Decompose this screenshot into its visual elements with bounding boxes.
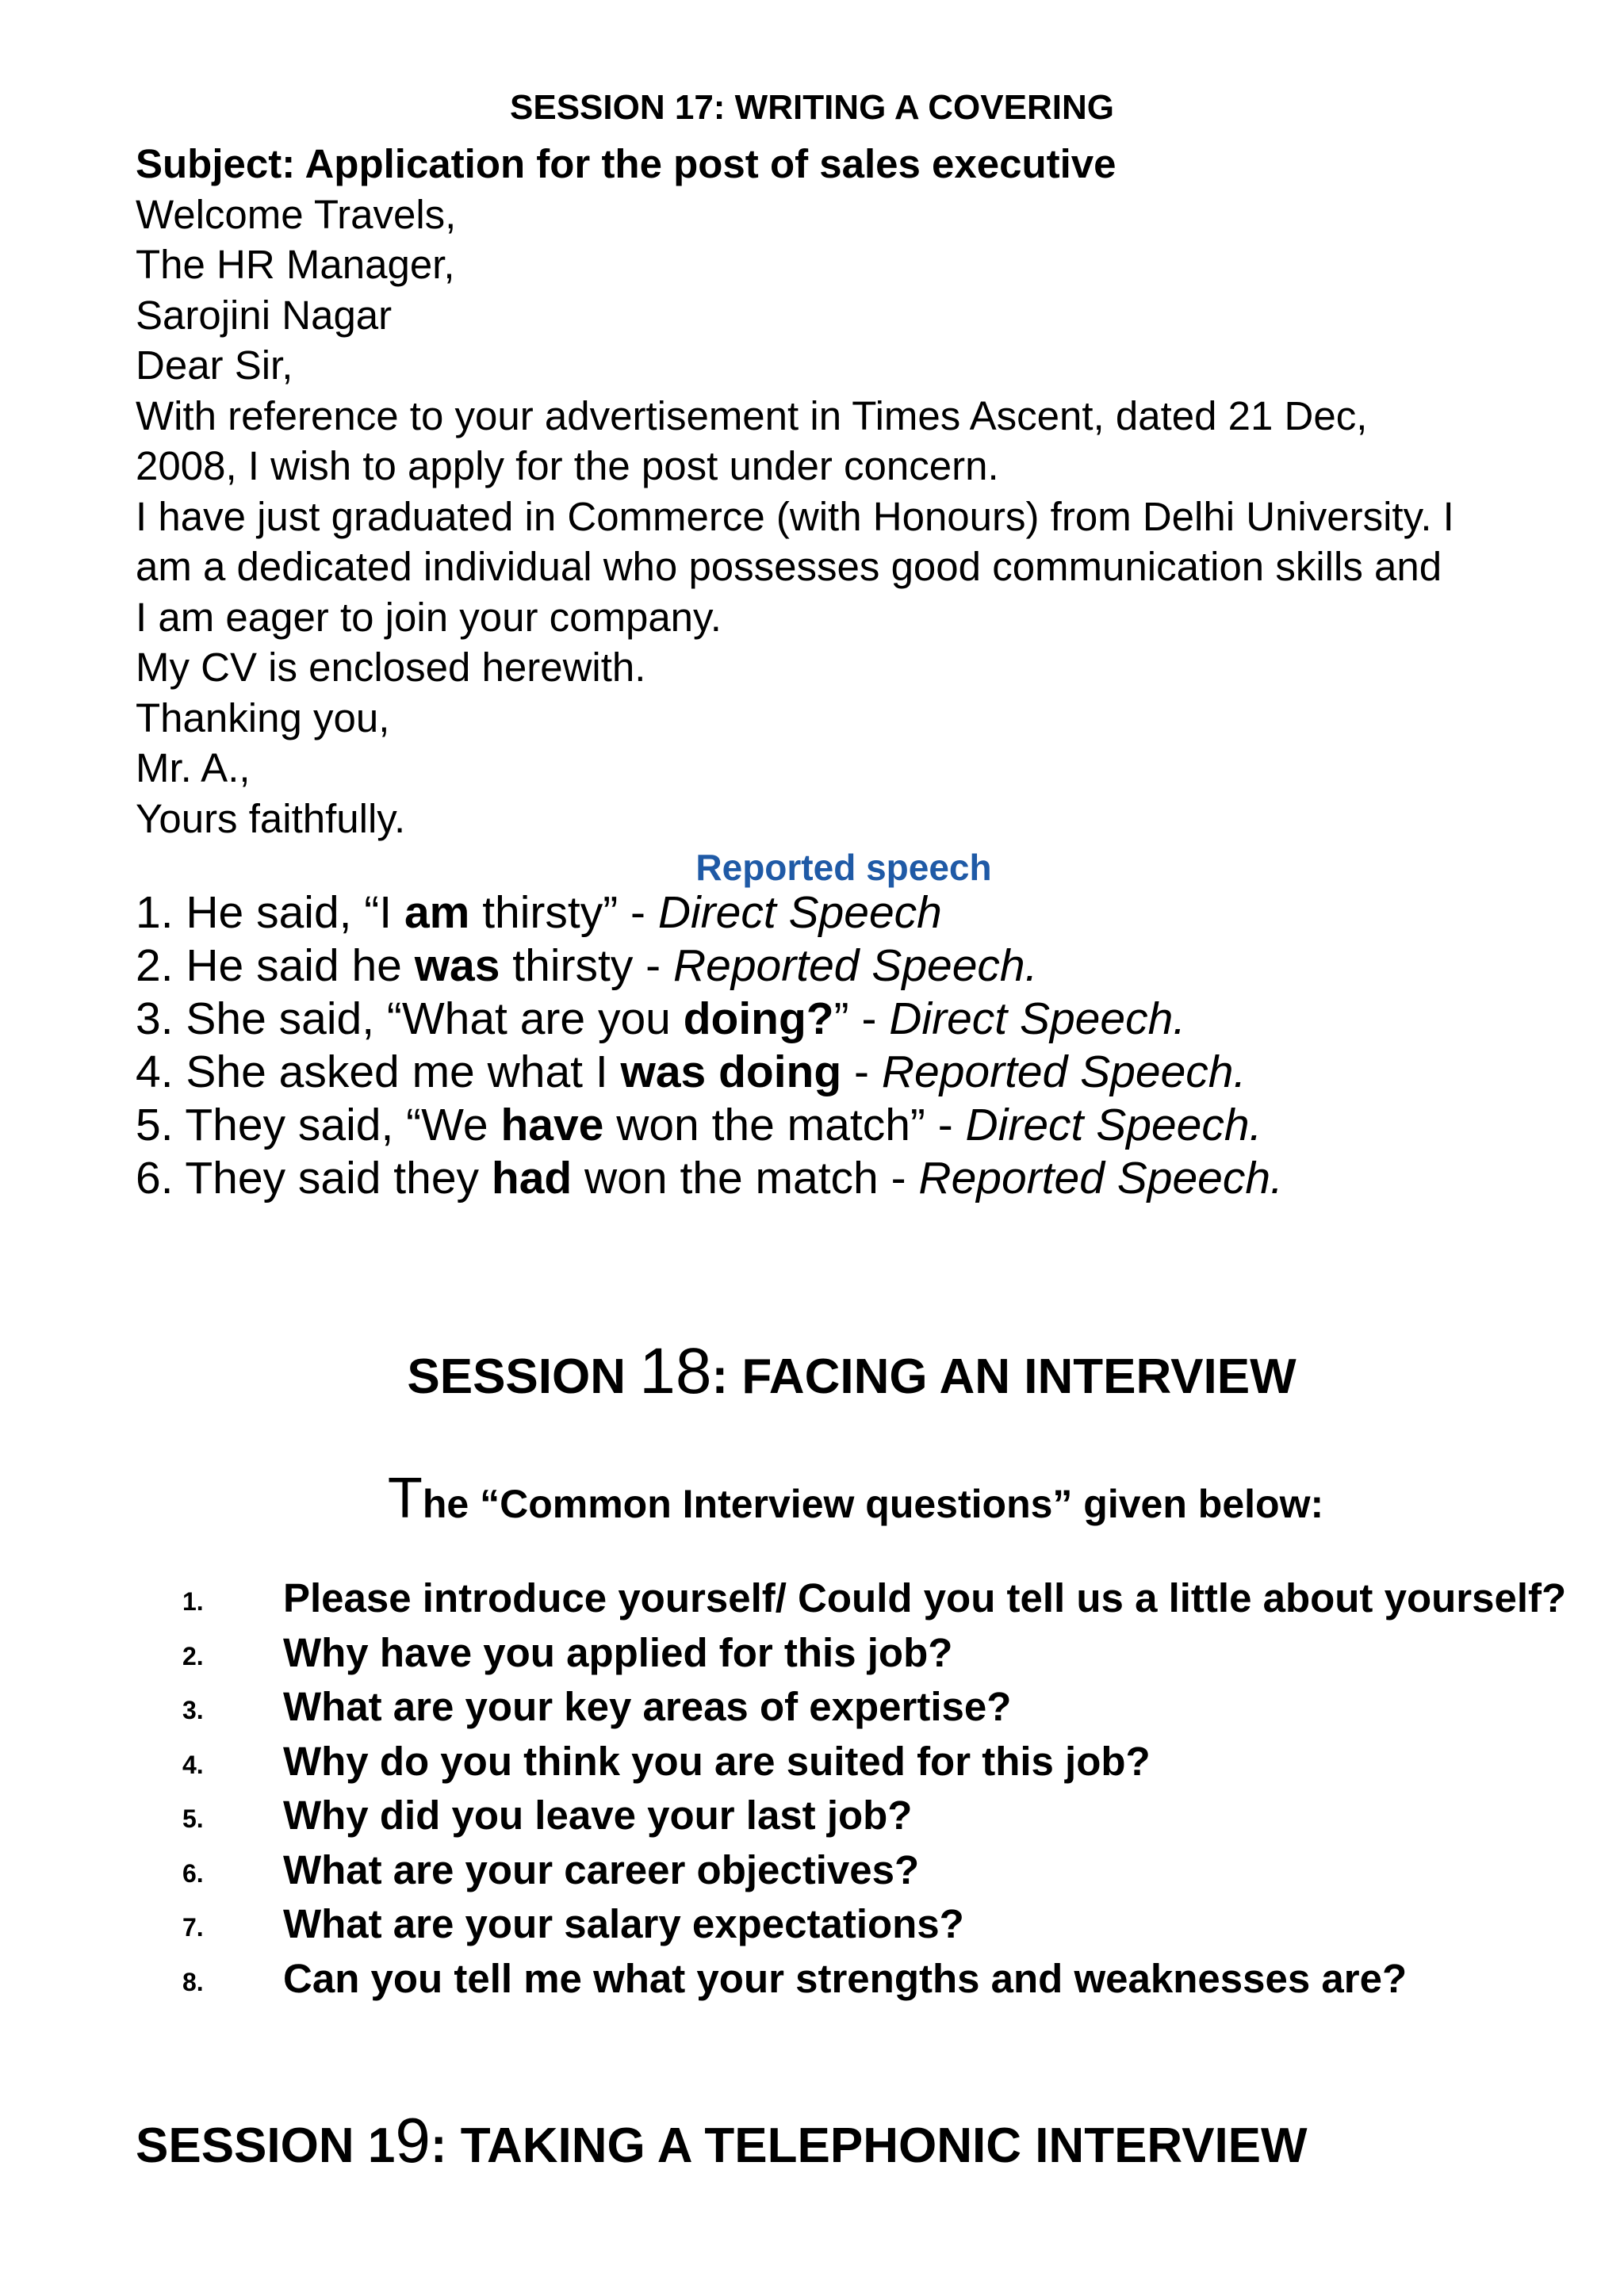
example-label: Reported Speech. bbox=[672, 940, 1038, 991]
question-text: What are your key areas of expertise? bbox=[283, 1684, 1012, 1729]
session-18-title-prefix: SESSION bbox=[407, 1349, 640, 1404]
question-text: Please introduce yourself/ Could you tell us a little about yourself? bbox=[283, 1575, 1567, 1621]
question-text: Why have you applied for this job? bbox=[283, 1629, 953, 1675]
question-number: 2. bbox=[182, 1641, 204, 1670]
question-text: What are your salary expectations? bbox=[283, 1901, 964, 1946]
example-label: Direct Speech. bbox=[889, 993, 1186, 1044]
speech-example bbox=[136, 1046, 1563, 1099]
letter-line: Dear Sir, bbox=[136, 342, 293, 388]
question-number: 7. bbox=[182, 1913, 204, 1942]
speech-example bbox=[136, 1099, 1563, 1152]
question-number: 6. bbox=[182, 1858, 204, 1888]
letter-line: I have just graduated in Commerce (with Honours) from Delhi University. I bbox=[136, 493, 1454, 539]
questions-heading-initial: T bbox=[387, 1467, 423, 1530]
reported-speech-examples bbox=[136, 886, 1563, 1205]
example-text: thirsty - bbox=[500, 940, 673, 991]
session-19-number: 9 bbox=[395, 2105, 431, 2175]
example-verb: had bbox=[491, 1153, 573, 1203]
session-17-title: SESSION 17: WRITING A COVERING bbox=[510, 88, 1114, 127]
example-text: 4. She asked me what I bbox=[136, 1047, 621, 1097]
question-text: Why did you leave your last job? bbox=[283, 1793, 913, 1838]
questions-heading bbox=[0, 1459, 1624, 1544]
speech-example bbox=[136, 993, 1563, 1046]
letter-line: My CV is enclosed herewith. bbox=[136, 645, 646, 690]
example-verb: was doing bbox=[620, 1047, 842, 1097]
question-number: 3. bbox=[182, 1696, 204, 1724]
letter-line: am a dedicated individual who possesses good communication skills and bbox=[136, 544, 1442, 589]
example-text: 3. She said, “What are you bbox=[136, 993, 684, 1044]
letter-line: Thanking you, bbox=[136, 695, 390, 740]
reported-speech-heading: Reported speech bbox=[695, 847, 992, 888]
list-item bbox=[182, 1843, 1578, 1898]
list-item bbox=[182, 1680, 1578, 1735]
example-text: 2. He said he bbox=[136, 940, 415, 991]
example-text: thirsty” - bbox=[469, 887, 658, 938]
example-text: won the match - bbox=[572, 1153, 919, 1203]
letter-line: 2008, I wish to apply for the post under concern. bbox=[136, 443, 999, 488]
session-19-title-suffix: : TAKING A TELEPHONIC INTERVIEW bbox=[430, 2118, 1308, 2173]
letter-line: I am eager to join your company. bbox=[136, 594, 722, 640]
list-item bbox=[182, 1571, 1578, 1626]
session-18-title bbox=[0, 1332, 1624, 1417]
list-item bbox=[182, 1952, 1578, 2007]
interview-questions-list bbox=[182, 1571, 1578, 2006]
speech-example bbox=[136, 886, 1563, 939]
letter-line: The HR Manager, bbox=[136, 242, 455, 287]
letter-line: Mr. A., bbox=[136, 745, 251, 790]
session-18-title-suffix: : FACING AN INTERVIEW bbox=[711, 1349, 1297, 1404]
example-verb: have bbox=[500, 1100, 604, 1150]
example-label: Direct Speech bbox=[657, 887, 942, 938]
question-text: What are your career objectives? bbox=[283, 1846, 920, 1892]
speech-example bbox=[136, 1152, 1563, 1205]
example-text: 5. They said, “We bbox=[136, 1100, 501, 1150]
example-label: Reported Speech. bbox=[918, 1153, 1283, 1203]
example-verb: was bbox=[414, 940, 500, 991]
example-text: - bbox=[841, 1047, 882, 1097]
question-number: 5. bbox=[182, 1804, 204, 1833]
letter-subject: Subject: Application for the post of sales executive bbox=[136, 141, 1116, 186]
question-text: Can you tell me what your strengths and weaknesses are? bbox=[283, 1955, 1408, 2001]
list-item bbox=[182, 1897, 1578, 1952]
letter-line: With reference to your advertisement in Times Ascent, dated 21 Dec, bbox=[136, 392, 1368, 438]
session-18-number: 18 bbox=[639, 1335, 712, 1407]
example-label: Reported Speech. bbox=[881, 1047, 1247, 1097]
example-verb: doing? bbox=[683, 993, 834, 1044]
example-verb: am bbox=[404, 887, 470, 938]
question-number: 1. bbox=[182, 1587, 204, 1616]
covering-letter bbox=[136, 139, 1563, 844]
example-label: Direct Speech. bbox=[965, 1100, 1262, 1150]
questions-heading-text: he “Common Interview questions” given below: bbox=[422, 1482, 1324, 1526]
example-text: ” - bbox=[833, 993, 890, 1044]
example-text: 1. He said, “I bbox=[136, 887, 404, 938]
speech-example bbox=[136, 939, 1563, 993]
example-text: won the match” - bbox=[603, 1100, 966, 1150]
session-19-title bbox=[136, 2101, 1308, 2186]
example-text: 6. They said they bbox=[136, 1153, 492, 1203]
session-19-title-prefix: SESSION 1 bbox=[136, 2118, 396, 2173]
list-item bbox=[182, 1735, 1578, 1789]
letter-line: Welcome Travels, bbox=[136, 191, 457, 237]
letter-line: Sarojini Nagar bbox=[136, 292, 393, 338]
question-number: 4. bbox=[182, 1750, 204, 1779]
list-item bbox=[182, 1789, 1578, 1843]
question-number: 8. bbox=[182, 1967, 204, 1996]
letter-line: Yours faithfully. bbox=[136, 795, 406, 841]
question-text: Why do you think you are suited for this job? bbox=[283, 1738, 1151, 1784]
list-item bbox=[182, 1626, 1578, 1681]
